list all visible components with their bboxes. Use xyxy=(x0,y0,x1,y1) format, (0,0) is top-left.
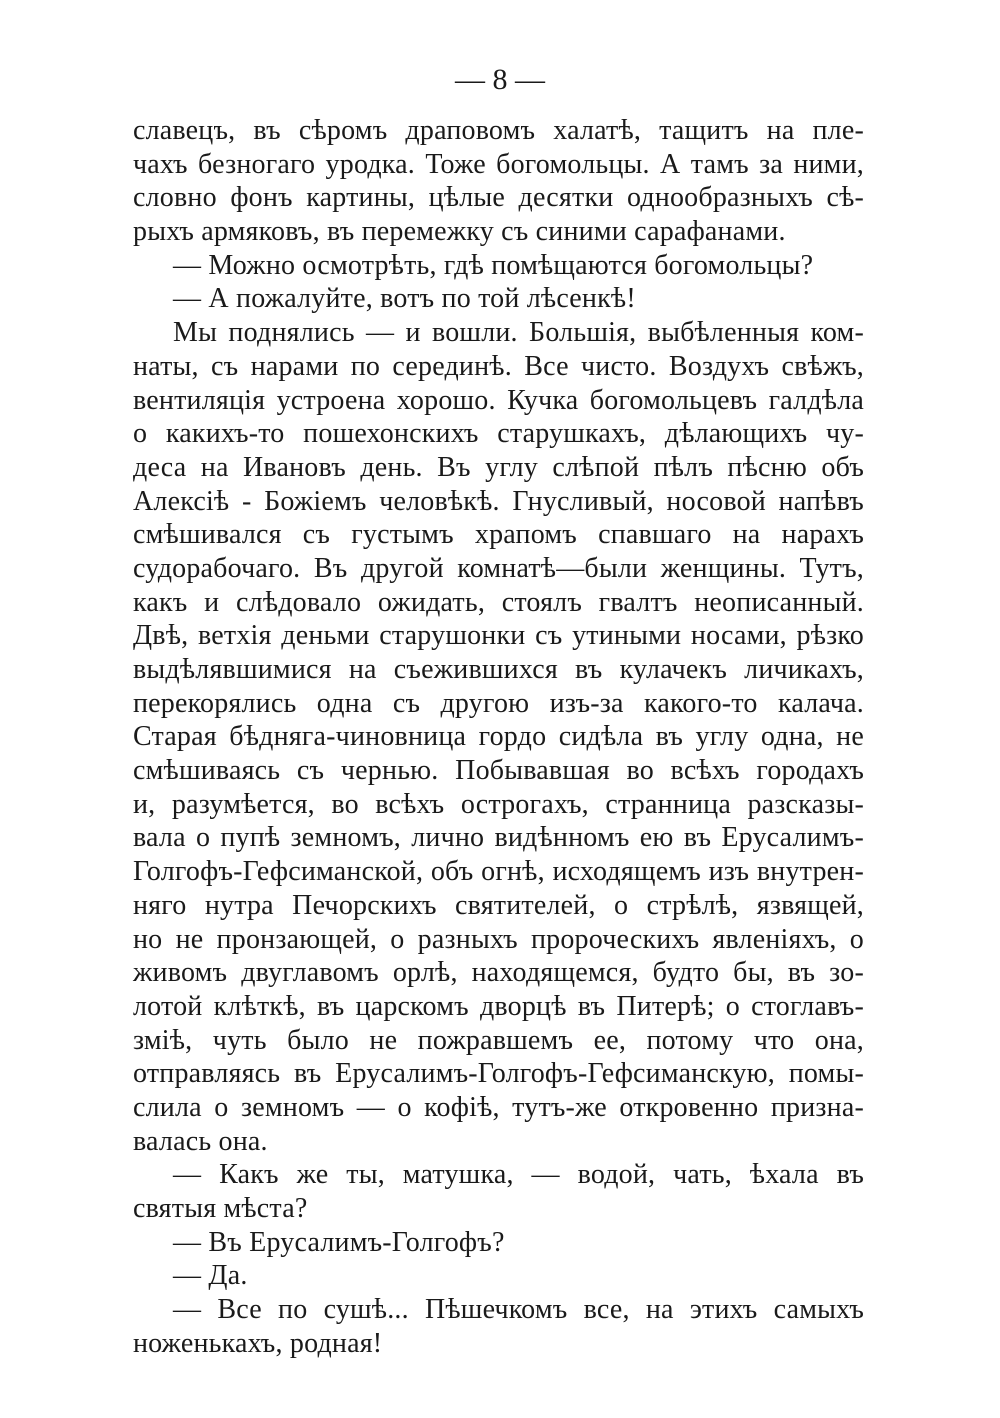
text-line: — Да. xyxy=(173,1260,248,1292)
text-line: Голгофъ-Гефсиманской, объ огнѣ, исходящемъ изъ внутрен- xyxy=(133,856,864,888)
text-line: няго нутра Печорскихъ святителей, о стрѣлѣ, язвящей, xyxy=(133,889,864,921)
text-line: перекорялись одна съ другою изъ-за какого-то калача. xyxy=(133,687,864,719)
text-line: выдѣлявшимися на съежившихся въ кулачекъ личикахъ, xyxy=(133,654,864,685)
text-line: отправляясь въ Ерусалимъ-Голгофъ-Гефсиманскую, помы- xyxy=(133,1058,864,1090)
text-line: наты, съ нарами по серединѣ. Все чисто. Воздухъ свѣжъ, xyxy=(133,350,864,382)
text-line: живомъ двуглавомъ орлѣ, находящемся, будто бы, въ зо- xyxy=(133,957,864,989)
text-line: какъ и слѣдовало ожидать, стоялъ гвалтъ неописанный. xyxy=(133,586,864,618)
text-line: зміѣ, чуть было не пожравшемъ ее, потому что она, xyxy=(133,1024,864,1056)
text-line: Двѣ, ветхія деньми старушонки съ утиными носами, рѣзко xyxy=(133,620,864,652)
text-line: Мы поднялись — и вошли. Большія, выбѣленныя ком- xyxy=(173,317,864,349)
text-line: смѣшивался съ густымъ храпомъ спавшаго на нарахъ xyxy=(133,519,864,551)
text-line: деса на Ивановъ день. Въ углу слѣпой пѣлъ пѣсню объ xyxy=(133,451,864,483)
text-line: святыя мѣста? xyxy=(133,1193,308,1224)
text-line: валась она. xyxy=(133,1125,268,1157)
text-line: чахъ безногаго уродка. Тоже богомольцы. А тамъ за ними, xyxy=(133,148,864,180)
body-text xyxy=(133,114,864,1360)
text-line: рыхъ армяковъ, въ перемежку съ синими сарафанами. xyxy=(133,216,786,248)
text-line: смѣшиваясь съ чернью. Побывавшая во всѣхъ городахъ xyxy=(133,755,864,787)
page-number: — 8 — xyxy=(455,63,545,96)
text-line: — Все по сушѣ... Пѣшечкомъ все, на этихъ самыхъ xyxy=(173,1294,864,1326)
text-line: — Можно осмотрѣть, гдѣ помѣщаются богомольцы? xyxy=(173,249,814,281)
text-line: вала о пупѣ земномъ, лично видѣнномъ ею въ Ерусалимъ- xyxy=(133,822,864,854)
text-line: лотой клѣткѣ, въ царскомъ дворцѣ въ Питерѣ; о стоглавъ- xyxy=(133,990,864,1022)
text-line: — Какъ же ты, матушка, — водой, чать, ѣхала въ xyxy=(173,1159,864,1191)
text-line: — А пожалуйте, вотъ по той лѣсенкѣ! xyxy=(173,283,636,315)
text-line: о какихъ-то пошехонскихъ старушкахъ, дѣлающихъ чу- xyxy=(133,418,864,450)
text-line: судорабочаго. Въ другой комнатѣ—были женщины. Тутъ, xyxy=(133,552,864,584)
text-line: Алексіѣ - Божіемъ человѣкѣ. Гнусливый, носовой напѣвъ xyxy=(133,485,864,517)
text-line: слила о земномъ — о кофіѣ, тутъ-же откровенно призна- xyxy=(133,1091,864,1123)
text-line: — Въ Ерусалимъ-Голгофъ? xyxy=(173,1226,505,1258)
text-line: славецъ, въ сѣромъ драповомъ халатѣ, тащитъ на пле- xyxy=(133,115,864,146)
text-line: и, разумѣется, во всѣхъ острогахъ, странница разсказы- xyxy=(133,788,864,820)
text-line: ноженькахъ, родная! xyxy=(133,1327,383,1359)
text-line: но не пронзающей, о разныхъ пророческихъ явленіяхъ, о xyxy=(133,923,864,955)
text-line: вентиляція устроена хорошо. Кучка богомольцевъ галдѣла xyxy=(133,384,864,416)
text-line: словно фонъ картины, цѣлые десятки однообразныхъ сѣ- xyxy=(133,182,864,214)
text-line: Старая бѣдняга-чиновница гордо сидѣла въ углу одна, не xyxy=(133,721,864,753)
